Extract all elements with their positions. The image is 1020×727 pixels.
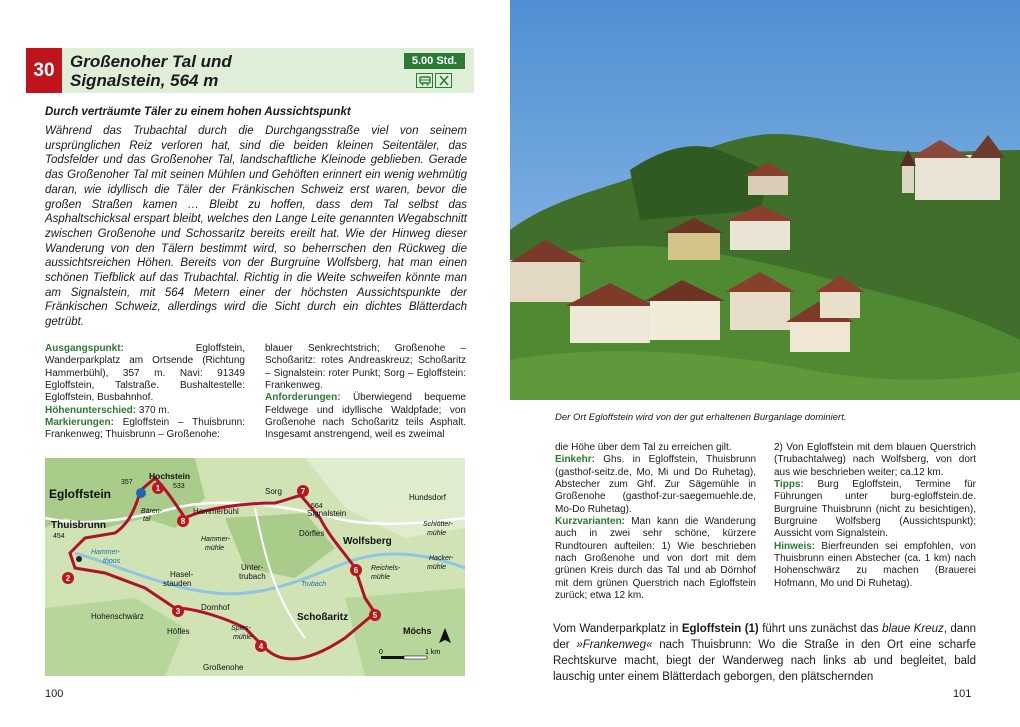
map-label-357: 357: [121, 479, 133, 486]
body-text-frankenweg: »Frankenweg«: [576, 639, 653, 651]
marker-1-label: 1: [155, 484, 161, 493]
label-anforderungen: Anforderungen:: [265, 392, 341, 404]
map-label-hacker: Hacker-: [429, 555, 454, 562]
map-label-dornhof: Dornhof: [201, 603, 230, 612]
map-label-thuisbrunn: Thuisbrunn: [51, 520, 106, 531]
map-label-564: 564: [311, 503, 323, 510]
marker-2-label: 2: [65, 574, 71, 583]
text-markierungen: Egloffstein – Thuisbrunn: Frankenweg; Thuisbrunn – Großenohe:: [45, 417, 245, 441]
map-label-moechs: Möchs: [403, 626, 432, 636]
map-label-hundsdorf: Hundsdorf: [409, 493, 446, 502]
body-text-c: führt uns zunächst das: [758, 623, 883, 635]
icon-row: [416, 73, 452, 88]
map-label-tal: tal: [143, 516, 151, 523]
restaurant-icon: [435, 73, 452, 88]
map-label-hoefles: Höfles: [167, 627, 190, 636]
text-hinweis: Bierfreunden sei empfohlen, von Thuisbrunn einen Abstecher (ca. 1 km) nach Hohenschwärz zu machen (Brauerei Hofmann, Mo und Di Ruhetag).: [774, 540, 976, 589]
map-label-hohenschwaerz: Hohenschwärz: [91, 612, 144, 621]
map-label-hasel: Hasel-: [170, 570, 194, 579]
map-label-egloffstein: Egloffstein: [49, 487, 111, 501]
text-hoehenunterschied: 370 m.: [136, 404, 170, 416]
info-column-1: [45, 343, 245, 442]
tour-title: [70, 52, 232, 90]
map-label-hammer-thoos-1: Hammer-: [91, 549, 121, 556]
scale-1km: 1 km: [425, 649, 441, 656]
map-label-schossaritz: Schoßaritz: [297, 612, 349, 623]
map-label-hacker-muehle: mühle: [427, 564, 447, 571]
map-label-trubach: trubach: [239, 572, 266, 581]
parking-icon: [136, 488, 146, 498]
text-markierungen-cont: blauer Senkrechtstrich; Großenohe – Schoßaritz: rotes Andreaskreuz; Schoßaritz – Signalstein: roter Punkt; Sorg – Egloffstein: Frankenweg.: [265, 343, 466, 392]
text-anforderungen: Überwiegend bequeme Feldwege und idyllische Waldpfade; von Großenohe nach Schoßaritz teils Asphalt. Insgesamt anstrengend, weil es zweimal: [265, 392, 466, 441]
label-einkehr: Einkehr:: [555, 454, 596, 466]
map-label-stauden: stauden: [163, 579, 192, 588]
text-kurzvarianten: Man kann die Wanderung auch in zwei sehr schöne, kürzere Rundtouren aufteilen: 1) Wie beschrieben nach Großenohe und von dort mit dem grünen Kreis durch das Tal und ab Dörnhof mit dem grünen Querstrich nach Egloffstein zurück; etwa 12 km.: [555, 516, 756, 602]
page-number-right: 101: [953, 688, 972, 700]
map-label-doerfles: Dörfles: [299, 529, 325, 538]
route-description: [553, 621, 976, 685]
marker-8-label: 8: [180, 517, 186, 526]
info-column-3: [555, 442, 756, 602]
body-text-egloffstein: Egloffstein (1): [681, 623, 759, 635]
label-ausgangspunkt: Ausgangspunkt:: [45, 343, 124, 354]
label-hinweis: Hinweis:: [774, 540, 816, 552]
text-variante-2: 2) Von Egloffstein mit dem blauen Querstrich (Trubachtalweg) nach Wolfsberg, von dort aus wie beschrieben weiter; ca.12 km.: [774, 442, 976, 478]
page-number-left: 100: [45, 688, 64, 700]
text-einkehr: Ghs. in Egloffstein, Thuisbrunn (gasthof-seitz.de, Mo, Mi und Do Ruhetag), Abstecher zum Ghf. Zur Sägemühle in Großenohe (gasthof-zur-saegemuehle.de, Mo-Do Ruhetag).: [555, 454, 756, 515]
map-label-spies: Spies-: [231, 625, 251, 632]
label-hoehenunterschied: Höhenunterschied:: [45, 404, 137, 416]
info-column-2: [265, 343, 466, 442]
map-label-reichels-muehle: mühle: [371, 574, 391, 581]
castle-icon: [76, 556, 82, 562]
duration-badge: 5.00 Std.: [404, 53, 465, 69]
map-label-grossenohe: Großenohe: [203, 663, 244, 672]
map-label-spies-muehle: mühle: [233, 634, 253, 641]
map-label-baeren: Bären-: [141, 508, 163, 515]
title-line-1: Großenoher Tal und: [70, 52, 232, 71]
map-label-river-trubach: Trubach: [301, 581, 327, 588]
map-label-wolfsberg: Wolfsberg: [343, 536, 392, 547]
label-markierungen: Markierungen:: [45, 417, 114, 429]
bus-icon: [416, 73, 433, 88]
marker-4-label: 4: [258, 642, 264, 651]
map-label-signalstein: Signalstein: [307, 509, 347, 518]
map-label-454: 454: [53, 533, 65, 540]
map-label-schloetter: Schlötter-: [423, 521, 453, 528]
text-hoehe-cont: die Höhe über dem Tal zu erreichen gilt.: [555, 442, 732, 453]
map-label-hammer-thoos-2: thoos: [103, 558, 121, 565]
right-page: [510, 0, 1020, 727]
route-map: [45, 458, 465, 676]
text-tipps: Burg Egloffstein, Termine für Führungen unter burg-egloffstein.de. Burgruine Thuisbrunn (nicht zu besichtigen), Burgruine Wolfsberg (Aussichtspunkt); Aussicht vom Signalstein.: [774, 479, 976, 540]
body-text-blaues-kreuz: blaue Kreuz: [882, 623, 944, 635]
map-label-hochstein: Hochstein: [149, 471, 191, 481]
map-label-reichels: Reichels-: [371, 565, 401, 572]
scale-0: 0: [379, 649, 383, 656]
label-kurzvarianten: Kurzvarianten:: [555, 516, 626, 528]
map-label-533: 533: [173, 483, 185, 490]
map-label-hammerbuehl: Hammerbühl: [193, 507, 239, 516]
map-label-hammermuehle-2: mühle: [205, 545, 225, 552]
body-text-e: , dann der: [553, 623, 976, 651]
title-line-2: Signalstein, 564 m: [70, 71, 219, 90]
label-tipps: Tipps:: [774, 479, 804, 491]
map-label-sorg: Sorg: [265, 487, 282, 496]
info-column-4: [774, 442, 976, 590]
map-label-hammermuehle-1: Hammer-: [201, 536, 231, 543]
map-label-unter: Unter-: [241, 563, 264, 572]
map-label-schloetter-muehle: mühle: [427, 530, 447, 537]
tour-number: 30: [26, 48, 62, 93]
text-ausgangspunkt: Egloffstein, Wanderparkplatz am Ortsende (Richtung Hammerbühl), 357 m. Navi: 91349 Egloffstein, Talstraße. Bushaltestelle: Egloffstein, Busbahnhof.: [45, 343, 245, 404]
marker-6-label: 6: [353, 566, 359, 575]
photo-caption: Der Ort Egloffstein wird von der gut erhaltenen Burganlage dominiert.: [555, 412, 847, 423]
body-text-a: Vom Wanderparkplatz in: [553, 623, 682, 635]
marker-7-label: 7: [300, 487, 306, 496]
body-text-g: nach Thuisbrunn: Wo die Straße in den Ort eine scharfe Rechtskurve macht, biegt der Wanderweg nach links ab und begleitet, bald lauschig unter einem Blätterdach geborgen, den plätschernden: [553, 639, 976, 683]
subtitle: Durch verträumte Täler zu einem hohen Aussichtspunkt: [45, 106, 351, 118]
marker-3-label: 3: [175, 607, 181, 616]
marker-5-label: 5: [372, 611, 378, 620]
intro-text: Während das Trubachtal durch die Durchgangsstraße viel von seinem ursprünglichen Reiz verloren hat, sind die beiden kleinen Seitentäler, das Todsfelder und das Großenoher Tal, landschaftliche Kleinode geblieben. Gerade das Großenoher Tal mit seinen Mühlen und Gehöften erinnert ein wenig wehmütig daran, wie idyllisch die Täler der Fränkischen Schweiz erst waren, bevor die großen Straßen kamen … Bleibt zu hoffen, dass dem Tal selbst das Asphaltschicksal erspart bleibt, welches den Lange Leite genannten Wegabschnitt zwischen Großenohe und Schossaritz bereits ereilt hat. Wie der Hinweg dieser Wanderung von den Tälern bestimmt wird, so beherrschen den Rückweg die aussichtsreichen Höhen. Bereits von der Burgruine Wolfsberg, hat man einen schönen Tiefblick auf das Trubachtal. Richtig in die Weite schweifen könnte man am Signalstein, mit 564 Metern einer der höchsten Aussichtspunkte der Fränkischen Schweiz, allerdings wird die Sicht durch ein dichtes Blätterdach getrübt.: [45, 125, 467, 329]
photo-egloffstein: [510, 0, 1020, 400]
